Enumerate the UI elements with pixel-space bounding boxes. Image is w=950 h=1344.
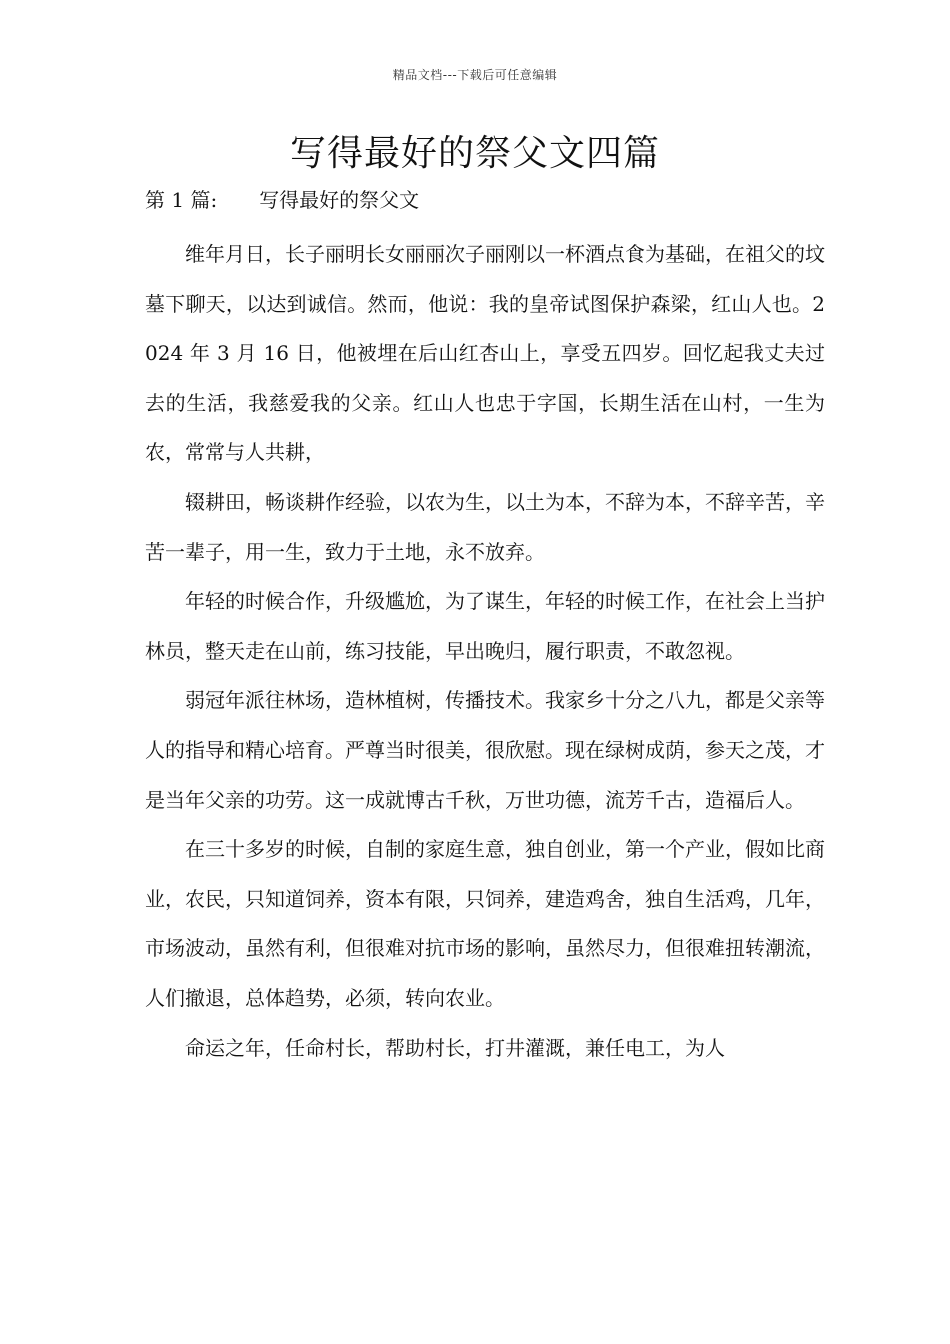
section-heading [145, 184, 825, 216]
section-name: 写得最好的祭父文 [259, 188, 420, 212]
paragraph: 命运之年，任命村长，帮助村长，打井灌溉，兼任电工，为人 [185, 1035, 725, 1060]
paragraph: 弱冠年派往林场，造林植树，传播技术。我家乡十分之八九，都是父亲等人的指导和精心培育。严尊当时很美，很欣慰。现在绿树成荫，参天之茂，才是当年父亲的功劳。这一成就博古千秋，万世功德，流芳千古，造福后人。 [145, 688, 825, 812]
paragraph: 维年月日，长子丽明长女丽丽次子丽刚以一杯酒点食为基础，在祖父的坟墓下聊天，以达到诚信。然而，他说：我的皇帝试图保护森梁，红山人也。2024 年 3 月 16 日，他被埋在后山红杏山上，享受五四岁。回忆起我丈夫过去的生活，我慈爱我的父亲。红山人也忠于字国，长期生活在山村，一生为农，常常与人共耕， [145, 242, 825, 465]
document-title: 写得最好的祭父文四篇 [289, 133, 660, 174]
header-note: 精品文档---下载后可任意编辑 [392, 68, 558, 82]
paragraph: 年轻的时候合作，升级尴尬，为了谋生，年轻的时候工作，在社会上当护林员，整天走在山前，练习技能，早出晚归，履行职责，不敢忽视。 [145, 589, 825, 663]
paragraph: 在三十多岁的时候，自制的家庭生意，独自创业，第一个产业，假如比商业，农民，只知道饲养，资本有限，只饲养，建造鸡舍，独自生活鸡，几年，市场波动，虽然有利，但很难对抗市场的影响，虽然尽力，但很难扭转潮流，人们撤退，总体趋势，必须，转向农业。 [145, 837, 825, 1010]
paragraph: 辍耕田，畅谈耕作经验，以农为生，以土为本，不辞为本，不辞辛苦，辛苦一辈子，用一生，致力于土地，永不放弃。 [145, 489, 825, 564]
section-label: 第 1 篇: [145, 188, 218, 212]
body-text [145, 230, 825, 1073]
